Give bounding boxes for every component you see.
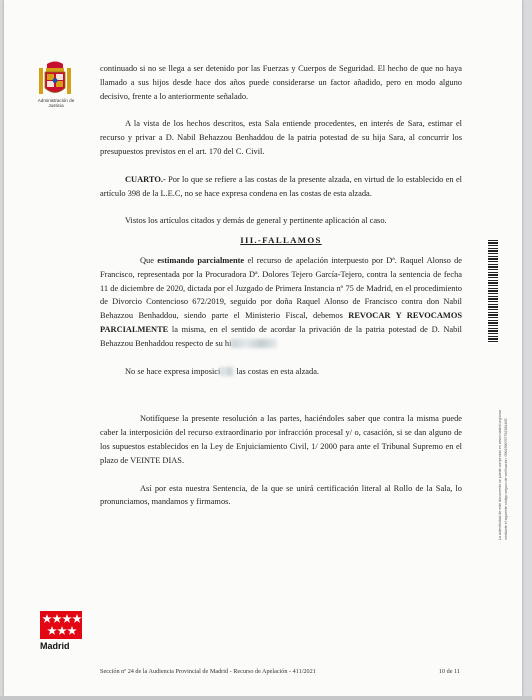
- verification-code: mediante el siguiente código seguro de verificación: 0964996767762384465: [504, 418, 508, 540]
- viewer-bottom-edge: [0, 696, 532, 700]
- verification-text: La autenticidad de este documento se puede comprobar en www.madrid.org/cove: [498, 409, 502, 540]
- document-body: [100, 62, 462, 509]
- paragraph: Así por esta nuestra Sentencia, de la que se unirá certificación literal al Rollo de la Sala, lo pronunciamos, mandamos y firmamos.: [100, 483, 462, 507]
- institution-label: Administración de Justicia: [37, 98, 75, 109]
- paragraph: A la vista de los hechos descritos, esta Sala entiende procedentes, en interés de Sara, estimar el recurso y privar a D. Nabil Behazzou Benhaddou de la patria potestad de su hija Sara, al concurrir los presupuestos previstos en el art. 170 del C. Civil.: [100, 119, 462, 156]
- section-heading: III.-FALLAMOS: [240, 235, 322, 246]
- paragraph: Vistos los artículos citados y demás de general y pertinente aplicación al caso.: [125, 216, 387, 226]
- paragraph: [100, 173, 462, 201]
- paragraph: continuado si no se llega a ser detenido por las Fuerzas y Cuerpos de Seguridad. El hecho de que no haya llamado a sus hijos desde hace dos años puede considerarse un factor añadido, pero en modo alguno decisivo, frente a lo anteriormente señalado.: [100, 64, 462, 101]
- madrid-flag-icon: [40, 611, 82, 639]
- paragraph: No se hace expresa imposici las costas en esta alzada.: [125, 366, 320, 376]
- document-page: [4, 0, 522, 696]
- emphasis-text: estimando parcialmente: [157, 255, 245, 265]
- paragraph: Notifíquese la presente resolución a las partes, haciéndoles saber que contra la misma puede caber la interposición del recurso extraordinario por infracción procesal y/ o, casación, si se dan alguno de los supuestos establecidos en la Ley de Enjuiciamiento Civil, 1/ 2000 para ante el Tribunal Supremo en el plazo de VEINTE DIAS.: [100, 414, 462, 465]
- section-label: CUARTO.-: [125, 174, 166, 184]
- paragraph-text: Por lo que se refiere a las costas de la presente alzada, en virtud de lo establecido en el artículo 398 de la L.E.C, no se hace expresa condena en las costas de esta alzada.: [100, 174, 462, 198]
- ruling-paragraph: Que estimando parcialmente el recurso de apelación interpuesto por Dª. Raquel Alonso de Francisco, representada por la Procuradora Dª. Dolores Tejero García-Tejero, contra la sentencia de fecha 11 de diciembre de 2020, dictada por el Juzgado de Primera Instancia nº 75 de Madrid, en el procedimiento de Divorcio Contencioso 672/2019, seguido por doña Raquel Alonso de Francisco contra don Nabil Behazzou Benhaddou, siendo parte el Ministerio Fiscal, debemos REVOCAR Y REVOCAMOS PARCIALMENTE la misma, en el sentido de acordar la privación de la patria potestad de D. Nabil Behazzou Benhaddou respecto de su hi: [100, 255, 463, 348]
- redaction-blur: [220, 367, 234, 376]
- emphasis-text: REVOCAR Y REVOCAMOS PARCIALMENTE: [100, 311, 462, 334]
- footer-reference: Sección nº 24 de la Audiencia Provincial de Madrid - Recurso de Apelación - 411/2021: [100, 668, 316, 675]
- page-footer: [100, 668, 460, 675]
- coat-of-arms-icon: [38, 60, 72, 100]
- page-number: 10 de 11: [438, 668, 460, 675]
- madrid-logo-label: Madrid: [40, 641, 70, 651]
- redaction-blur: [231, 339, 277, 348]
- barcode: [488, 240, 498, 344]
